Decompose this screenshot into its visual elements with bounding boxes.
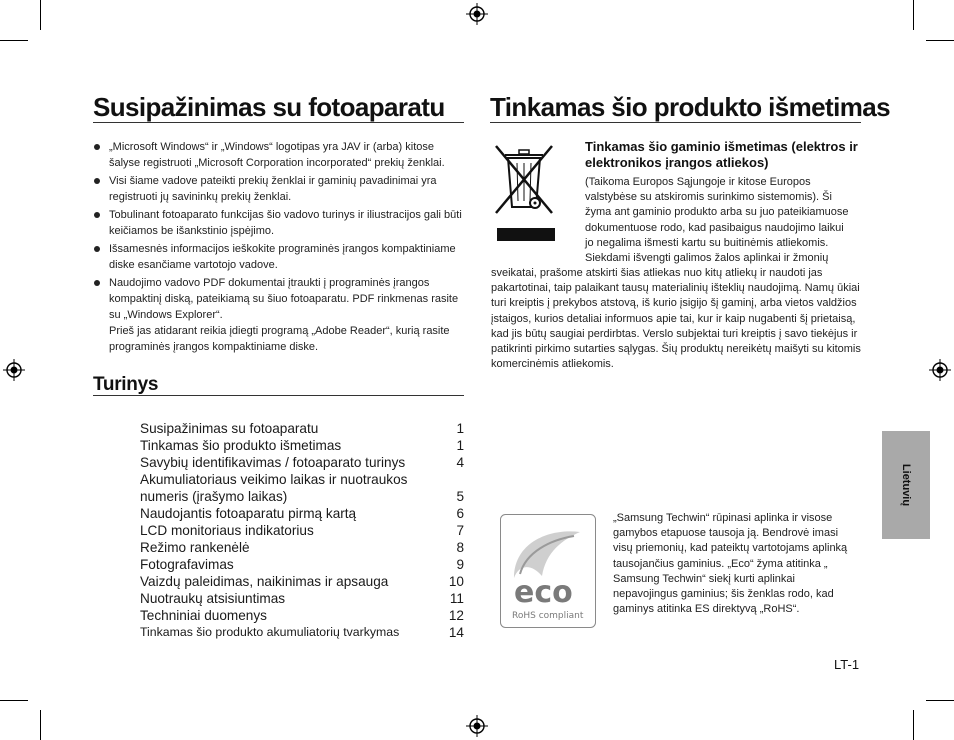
toc-row[interactable]: LCD monitoriaus indikatorius 7 <box>140 523 464 538</box>
toc-row[interactable]: Susipažinimas su fotoaparatu 1 <box>140 421 464 436</box>
svg-text:eco: eco <box>514 575 573 610</box>
page-title-left: Susipažinimas su fotoaparatu <box>93 92 445 122</box>
registration-mark-icon <box>929 359 951 381</box>
heading-rule <box>490 122 861 123</box>
bullet-dot-icon <box>94 212 100 218</box>
bullet-list <box>93 139 465 357</box>
list-item: „Microsoft Windows“ ir „Windows“ logotipas yra JAV ir (arba) kitose šalyse registruoti „Microsoft Corporation incorporated“ prekių ženklai. <box>93 139 465 171</box>
toc-row[interactable]: Techniniai duomenys 12 <box>140 608 464 623</box>
toc-heading: Turinys <box>93 374 159 395</box>
weee-text-wide: sveikatai, prašome atskirti šias atliekas nuo kitų atliekų ir naudoti jas pakartotinai, taip palaikant tausų materialinių išteklių naudojimą. Namų ūkiai turi kreiptis į prekybos atstovą, iš kurio įsigijo šį gaminį, arba vietos valdžios įstaigos, kurios detaliai informuos apie tai, kur ir kaip nugabenti šį prietaisą, kad jis būtų saugiai perdirbtas. Verslo subjektai turi kreiptis į savo tiekėjus ir patikrinti pirkimo sutarties sąlygas. Šių produktų nereikėtų maišyti su kitomis komercinėmis atliekomis. <box>491 267 861 371</box>
toc-row[interactable]: numeris (įrašymo laikas) 5 <box>140 489 464 504</box>
toc-row[interactable]: Fotografavimas 9 <box>140 557 464 572</box>
language-tab[interactable] <box>882 431 930 539</box>
crop-mark <box>0 700 28 701</box>
crop-mark <box>913 710 914 740</box>
bullet-dot-icon <box>94 246 100 252</box>
registration-mark-icon <box>466 715 488 737</box>
list-item: Visi šiame vadove pateikti prekių ženklai ir gaminių pavadinimai yra registruoti jų savininkų prekių ženklai. <box>93 173 465 205</box>
toc-row[interactable]: Tinkamas šio produkto išmetimas 1 <box>140 438 464 453</box>
list-item: Naudojimo vadovo PDF dokumentai įtraukti į programinės įrangos kompaktinį diską, pateikiamą su šiuo fotoaparatu. PDF rinkmenas rasite su „Windows Explorer“. Prieš jas atidarant reikia įdiegti programą „Adobe Reader“, kurią rasite programinės įrangos kompaktiniame diske. <box>93 275 465 355</box>
toc-row[interactable]: Nuotraukų atsisiuntimas 11 <box>140 591 464 606</box>
weee-title: Tinkamas šio gaminio išmetimas (elektros ir elektronikos įrangos atliekos) <box>585 139 858 170</box>
list-item: Išsamesnės informacijos ieškokite programinės įrangos kompaktiniame diske esančiame vartotojo vadove. <box>93 241 465 273</box>
svg-text:RoHS compliant: RoHS compliant <box>512 611 584 621</box>
eco-description: „Samsung Techwin“ rūpinasi aplinka ir visose gamybos etapuose tausoja ją. Bendrovė imasi visų priemonių, kad pateiktų vartotojams aplinką tausojančius gaminius. „Eco“ žyma atitinka „ Samsung Techwin“ siekį kurti aplinkai nepavojingus gaminius; šis ženklas rodo, kad gaminys atitinka ES direktyvą „RoHS“. <box>613 512 848 616</box>
registration-mark-icon <box>466 3 488 25</box>
toc-row[interactable]: Naudojantis fotoaparatu pirmą kartą 6 <box>140 506 464 521</box>
bullet-dot-icon <box>94 280 100 286</box>
page-title-right: Tinkamas šio produkto išmetimas <box>490 92 890 122</box>
toc-row[interactable]: Savybių identifikavimas / fotoaparato turinys 4 <box>140 455 464 470</box>
crop-mark <box>913 0 914 30</box>
crop-mark <box>40 710 41 740</box>
weee-text-narrow: (Taikoma Europos Sąjungoje ir kitose Europos valstybėse su atskiromis surinkimo sistemomis). Ši žyma ant gaminio produkto arba su juo pateikiamuose dokumentuose rodo, kad pasibaigus naudojimo laikui jo negalima išmesti kartu su buitinėmis atliekomis. Siekdami išvengti galimos žalos aplinkai ir žmonių <box>585 176 849 265</box>
crop-mark <box>40 0 41 30</box>
page-number: LT-1 <box>834 657 860 672</box>
crossed-out-wheelie-bin-icon <box>491 141 557 243</box>
table-of-contents <box>140 420 464 641</box>
toc-row[interactable]: Tinkamas šio produkto akumuliatorių tvarkymas 14 <box>140 625 464 640</box>
heading-rule <box>93 395 464 396</box>
crop-mark <box>0 40 28 41</box>
heading-rule <box>93 122 464 123</box>
bullet-dot-icon <box>94 144 100 150</box>
registration-mark-icon <box>3 359 25 381</box>
eco-rohs-logo <box>500 514 596 628</box>
crop-mark <box>926 700 954 701</box>
crop-mark <box>926 40 954 41</box>
bullet-dot-icon <box>94 178 100 184</box>
toc-row[interactable]: Akumuliatoriaus veikimo laikas ir nuotraukos <box>140 472 408 487</box>
language-tab-label: Lietuvių <box>900 463 912 507</box>
toc-row[interactable]: Vaizdų paleidimas, naikinimas ir apsauga 10 <box>140 574 464 589</box>
toc-row[interactable]: Režimo rankenėlė 8 <box>140 540 464 555</box>
list-item: Tobulinant fotoaparato funkcijas šio vadovo turinys ir iliustracijos gali būti keičiamos be išankstinio įspėjimo. <box>93 207 465 239</box>
